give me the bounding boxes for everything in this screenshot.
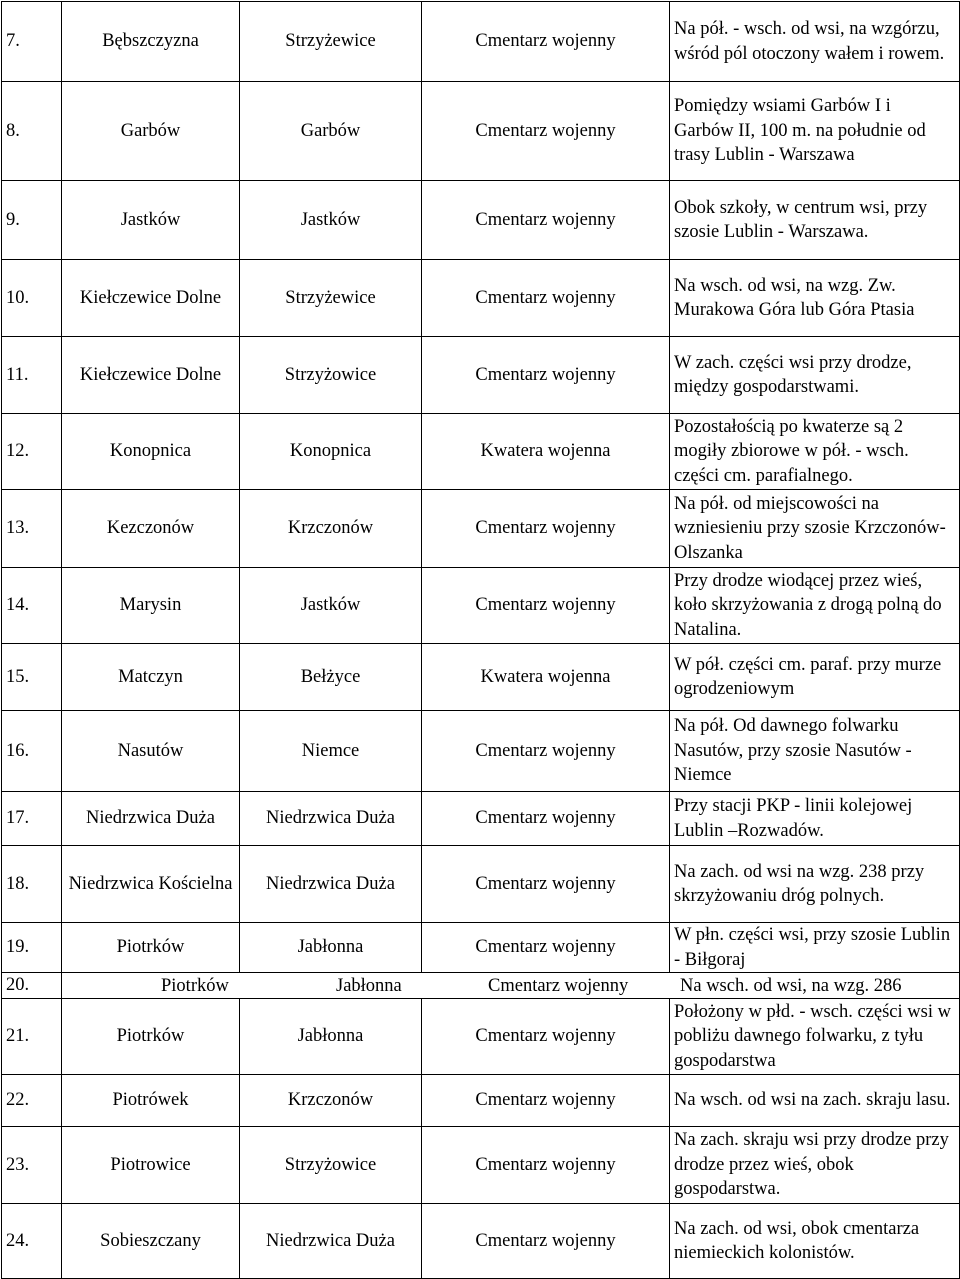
location-description: Pomiędzy wsiami Garbów I i Garbów II, 100 m. na południe od trasy Lublin - Warszawa — [670, 82, 960, 181]
commune-name: Bełżyce — [240, 644, 422, 711]
place-name: Niedrzwica Duża — [62, 792, 240, 846]
table-row — [2, 82, 960, 181]
location-description: Pozostałością po kwaterze są 2 mogiły zbiorowe w pół. - wsch. części cm. parafialnego. — [670, 414, 960, 490]
commune-name: Niedrzwica Duża — [240, 1204, 422, 1279]
table-row — [2, 414, 960, 490]
place-name: Piotrówek — [62, 1075, 240, 1127]
place-name: Piotrowice — [62, 1127, 240, 1204]
location-description: Na zach. od wsi, obok cmentarza niemieckich kolonistów. — [670, 1204, 960, 1279]
location-description: Położony w płd. - wsch. części wsi w pobliżu dawnego folwarku, z tyłu gospodarstwa — [670, 999, 960, 1075]
place-name: Sobieszczany — [62, 1204, 240, 1279]
commune-name: Niedrzwica Duża — [240, 846, 422, 923]
site-type: Cmentarz wojenny — [488, 975, 629, 996]
row-number: 15. — [2, 644, 62, 711]
table-row — [2, 923, 960, 973]
site-type: Cmentarz wojenny — [422, 1127, 670, 1204]
row-number: 23. — [2, 1127, 62, 1204]
place-name: Piotrków — [62, 999, 240, 1075]
site-type: Cmentarz wojenny — [422, 846, 670, 923]
place-name: Garbów — [62, 82, 240, 181]
site-type: Cmentarz wojenny — [422, 999, 670, 1075]
place-name: Marysin — [62, 568, 240, 644]
place-name: Nasutów — [62, 711, 240, 792]
table-row — [2, 1075, 960, 1127]
table-row — [2, 568, 960, 644]
place-name: Niedrzwica Kościelna — [62, 846, 240, 923]
place-name: Piotrków — [161, 975, 229, 996]
site-type: Kwatera wojenna — [422, 414, 670, 490]
commune-name: Krzczonów — [240, 490, 422, 568]
place-name: Kiełczewice Dolne — [62, 337, 240, 414]
location-description: Na wsch. od wsi na zach. skraju lasu. — [670, 1075, 960, 1127]
location-description: W pół. części cm. paraf. przy murze ogrodzeniowym — [670, 644, 960, 711]
row-number: 14. — [2, 568, 62, 644]
site-type: Cmentarz wojenny — [422, 923, 670, 973]
place-name: Bębszczyzna — [62, 2, 240, 82]
commune-name: Jastków — [240, 181, 422, 260]
location-description: Na wsch. od wsi, na wzg. Zw. Murakowa Góra lub Góra Ptasia — [670, 260, 960, 337]
commune-name: Niedrzwica Duża — [240, 792, 422, 846]
site-type: Cmentarz wojenny — [422, 1075, 670, 1127]
table-row — [2, 181, 960, 260]
row-number: 18. — [2, 846, 62, 923]
row-number: 21. — [2, 999, 62, 1075]
table-row — [2, 490, 960, 568]
row-number: 8. — [2, 82, 62, 181]
site-type: Cmentarz wojenny — [422, 337, 670, 414]
site-type: Cmentarz wojenny — [422, 260, 670, 337]
row-number: 11. — [2, 337, 62, 414]
commune-name: Niemce — [240, 711, 422, 792]
merged-row-cell — [62, 973, 960, 999]
site-type: Cmentarz wojenny — [422, 2, 670, 82]
site-type: Cmentarz wojenny — [422, 490, 670, 568]
row-number: 24. — [2, 1204, 62, 1279]
row-number: 13. — [2, 490, 62, 568]
row-number: 9. — [2, 181, 62, 260]
location-description: Na pół. - wsch. od wsi, na wzgórzu, wśród pól otoczony wałem i rowem. — [670, 2, 960, 82]
row-number: 7. — [2, 2, 62, 82]
commune-name: Jabłonna — [336, 975, 402, 996]
row-number: 19. — [2, 923, 62, 973]
place-name: Kezczonów — [62, 490, 240, 568]
table-row — [2, 792, 960, 846]
place-name: Konopnica — [62, 414, 240, 490]
commune-name: Jastków — [240, 568, 422, 644]
location-description: Na wsch. od wsi, na wzg. 286 — [680, 975, 902, 996]
table-row — [2, 711, 960, 792]
commune-name: Strzyżowice — [240, 1127, 422, 1204]
site-type: Cmentarz wojenny — [422, 711, 670, 792]
commune-name: Jabłonna — [240, 999, 422, 1075]
commune-name: Krzczonów — [240, 1075, 422, 1127]
row-number: 20. — [2, 973, 62, 999]
table-row — [2, 973, 960, 999]
site-type: Cmentarz wojenny — [422, 1204, 670, 1279]
table-row — [2, 644, 960, 711]
place-name: Matczyn — [62, 644, 240, 711]
location-description: Przy drodze wiodącej przez wieś, koło skrzyżowania z drogą polną do Natalina. — [670, 568, 960, 644]
location-description: Na pół. od miejscowości na wzniesieniu przy szosie Krzczonów- Olszanka — [670, 490, 960, 568]
commune-name: Jabłonna — [240, 923, 422, 973]
site-type: Kwatera wojenna — [422, 644, 670, 711]
row-number: 17. — [2, 792, 62, 846]
table-row — [2, 2, 960, 82]
location-description: Na pół. Od dawnego folwarku Nasutów, przy szosie Nasutów - Niemce — [670, 711, 960, 792]
location-description: W płn. części wsi, przy szosie Lublin - Biłgoraj — [670, 923, 960, 973]
row-number: 10. — [2, 260, 62, 337]
location-description: W zach. części wsi przy drodze, między gospodarstwami. — [670, 337, 960, 414]
place-name: Jastków — [62, 181, 240, 260]
site-type: Cmentarz wojenny — [422, 181, 670, 260]
row-number: 12. — [2, 414, 62, 490]
table-row — [2, 1204, 960, 1279]
site-type: Cmentarz wojenny — [422, 568, 670, 644]
location-description: Obok szkoły, w centrum wsi, przy szosie Lublin - Warszawa. — [670, 181, 960, 260]
cemetery-table — [1, 1, 960, 1279]
table-row — [2, 999, 960, 1075]
commune-name: Strzyżewice — [240, 260, 422, 337]
location-description: Na zach. skraju wsi przy drodze przy drodze przez wieś, obok gospodarstwa. — [670, 1127, 960, 1204]
row-number: 22. — [2, 1075, 62, 1127]
location-description: Przy stacji PKP - linii kolejowej Lublin –Rozwadów. — [670, 792, 960, 846]
commune-name: Garbów — [240, 82, 422, 181]
place-name: Piotrków — [62, 923, 240, 973]
commune-name: Strzyżowice — [240, 337, 422, 414]
table-row — [2, 260, 960, 337]
place-name: Kiełczewice Dolne — [62, 260, 240, 337]
site-type: Cmentarz wojenny — [422, 82, 670, 181]
table-row — [2, 846, 960, 923]
location-description: Na zach. od wsi na wzg. 238 przy skrzyżowaniu dróg polnych. — [670, 846, 960, 923]
commune-name: Strzyżewice — [240, 2, 422, 82]
site-type: Cmentarz wojenny — [422, 792, 670, 846]
table-row — [2, 1127, 960, 1204]
row-number: 16. — [2, 711, 62, 792]
table-row — [2, 337, 960, 414]
commune-name: Konopnica — [240, 414, 422, 490]
